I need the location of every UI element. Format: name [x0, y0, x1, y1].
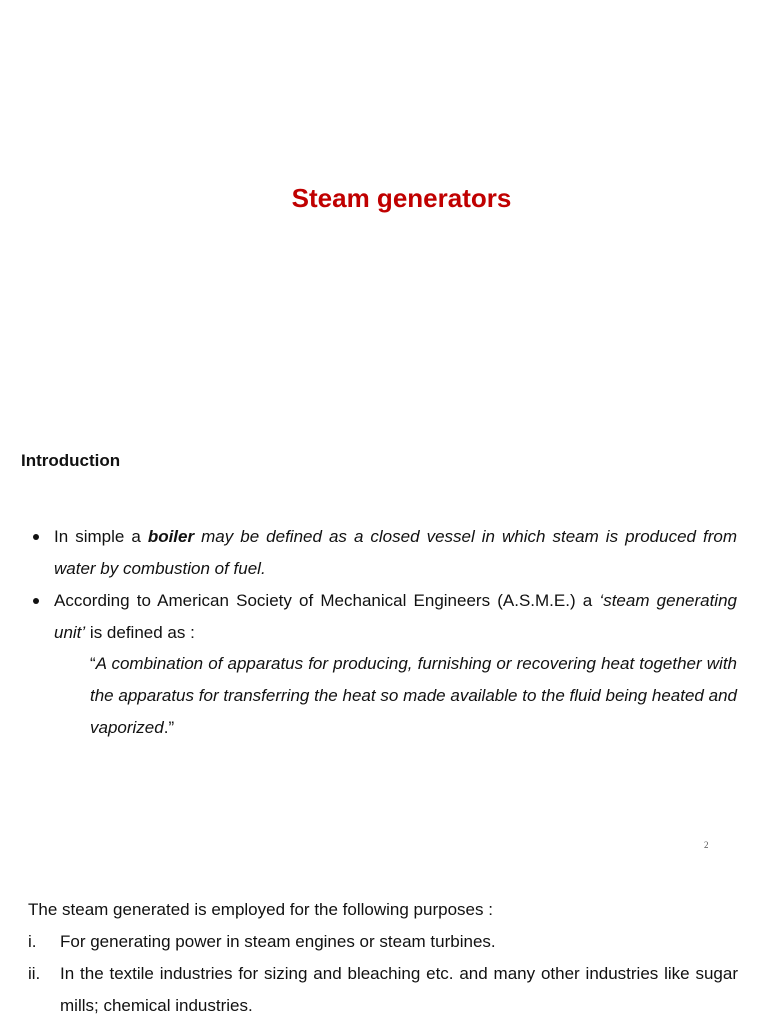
definition-quote — [90, 648, 737, 744]
quote-open-mark: “ — [90, 654, 96, 673]
list-marker-2: ii. — [28, 964, 41, 983]
bullet1-pre: In simple a — [54, 527, 148, 546]
quote-text: A combination of apparatus for producing, furnishing or recovering heat together with the apparatus for transferring the heat so made available to the fluid being heated and vaporized — [90, 654, 737, 737]
page-title: Steam generators — [291, 183, 512, 213]
section-heading-introduction: Introduction — [21, 451, 121, 470]
quote-close-mark: .” — [163, 718, 175, 737]
bullet2-post: is defined as : — [85, 623, 195, 642]
purposes-intro: The steam generated is employed for the following purposes : — [28, 900, 493, 919]
bullet-paragraph-asme-definition — [54, 585, 737, 649]
list-item-2: In the textile industries for sizing and bleaching etc. and many other industries like sugar mills; chemical industries. — [60, 964, 738, 1015]
bullet1-rest: may be defined as a closed vessel in which steam is produced from water by combustion of fuel. — [54, 527, 737, 578]
bullet2-pre: According to American Society of Mechanical Engineers (A.S.M.E.) a — [54, 591, 600, 610]
bullet-dot-icon — [33, 598, 39, 604]
bullet-dot-icon — [33, 534, 39, 540]
title-container — [0, 183, 768, 214]
bullet2-term: ‘steam generating unit’ — [54, 591, 737, 642]
bullet1-bold-term: boiler — [147, 527, 195, 546]
list-item-1: For generating power in steam engines or steam turbines. — [60, 932, 496, 951]
list-marker-1: i. — [28, 932, 37, 951]
bullet-paragraph-boiler-definition — [54, 521, 737, 585]
page-number: 2 — [704, 840, 709, 850]
